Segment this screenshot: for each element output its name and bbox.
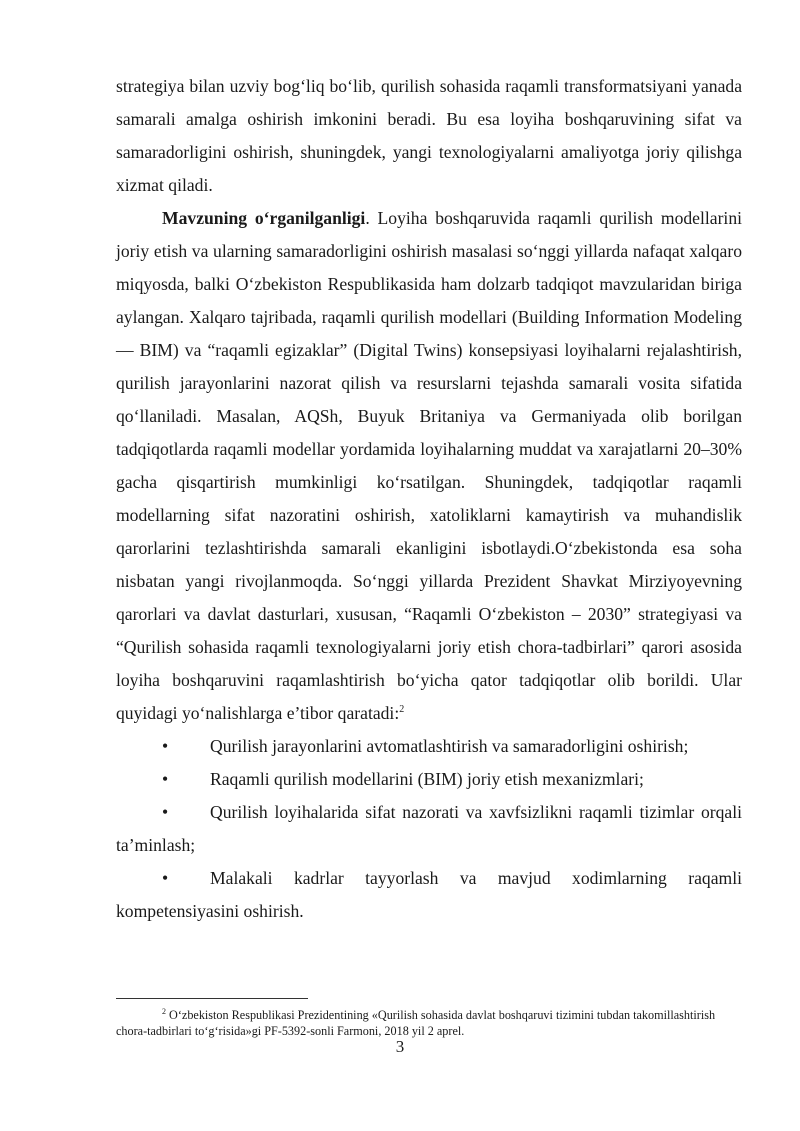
bullet-text: Malakali kadrlar tayyorlash va mavjud xodimlarning raqamli kompetensiyasini oshirish. <box>116 868 742 921</box>
body-text <box>116 70 742 928</box>
bullet-text: Raqamli qurilish modellarini (BIM) joriy etish mexanizmlari; <box>210 769 644 789</box>
paragraph-literature-text: Loyiha boshqaruvida raqamli qurilish modellarini joriy etish va ularning samaradorligini oshirish masalasi so‘nggi yillarda nafaqat xalqaro miqyosda, balki O‘zbekiston Respublikasida ham dolzarb tadqiqot mavzularidan biriga aylangan. Xalqaro tajribada, raqamli qurilish modellari (Building Information Modeling — BIM) va “raqamli egizaklar” (Digital Twins) konsepsiyasi loyihalarni rejalashtirish, qurilish jarayonlarini nazorat qilish va resurslarni tejashda samarali vosita sifatida qo‘llaniladi. Masalan, AQSh, Buyuk Britaniya va Germaniyada olib borilgan tadqiqotlarda raqamli modellar yordamida loyihalarning muddat va xarajatlarni 20–30% gacha qisqartirish mumkinligi ko‘rsatilgan. Shuningdek, tadqiqotlar raqamli modellarning sifat nazoratini oshirish, xatoliklarni kamaytirish va muhandislik qarorlarini tezlashtirishda samarali ekanligini isbotlaydi.O‘zbekistonda esa soha nisbatan yangi rivojlanmoqda. So‘nggi yillarda Prezident Shavkat Mirziyoyevning qarorlari va davlat dasturlari, xususan, “Raqamli O‘zbekiston – 2030” strategiyasi va “Qurilish sohasida raqamli texnologiyalarni joriy etish chora-tadbirlari” qarori asosida loyiha boshqaruvini raqamlashtirish bo‘yicha qator tadqiqotlar olib borildi. Ular quyidagi yo‘nalishlarga e’tibor qaratadi: <box>116 208 743 723</box>
footnote-reference[interactable]: 2 <box>399 704 405 715</box>
footnote <box>116 1007 736 1039</box>
bullet-icon: • <box>162 802 169 822</box>
bullet-icon: • <box>162 769 169 789</box>
bullet-item <box>116 862 742 928</box>
page-number: 3 <box>395 1037 405 1056</box>
bullet-icon: • <box>162 736 169 756</box>
heading-period: . <box>365 208 370 228</box>
bullet-text: Qurilish loyihalarida sifat nazorati va xavfsizlikni raqamli tizimlar orqali ta’minlash; <box>116 802 742 855</box>
bullet-text: Qurilish jarayonlarini avtomatlashtirish va samaradorligini oshirish; <box>210 736 689 756</box>
paragraph-literature-review <box>116 202 742 730</box>
footnote-marker: 2 <box>162 1007 166 1016</box>
bullet-item <box>116 730 742 763</box>
paragraph-intro: strategiya bilan uzviy bog‘liq bo‘lib, qurilish sohasida raqamli transformatsiyani yanada samarali amalga oshirish imkonini beradi. Bu esa loyiha boshqaruvining sifat va samaradorligini oshirish, shuningdek, yangi texnologiyalarni amaliyotga joriy qilishga xizmat qiladi. <box>116 76 742 195</box>
section-heading: Mavzuning o‘rganilganligi <box>162 208 366 228</box>
footnote-text: O‘zbekiston Respublikasi Prezidentining «Qurilish sohasida davlat boshqaruvi tizimini tubdan takomillashtirish chora-tadbirlari to‘g‘risida»gi PF-5392-sonli Farmoni, 2018 yil 2 aprel. <box>116 1008 716 1038</box>
bullet-item <box>116 763 742 796</box>
bullet-item <box>116 796 742 862</box>
footnote-separator <box>116 998 308 999</box>
bullet-icon: • <box>162 868 169 888</box>
